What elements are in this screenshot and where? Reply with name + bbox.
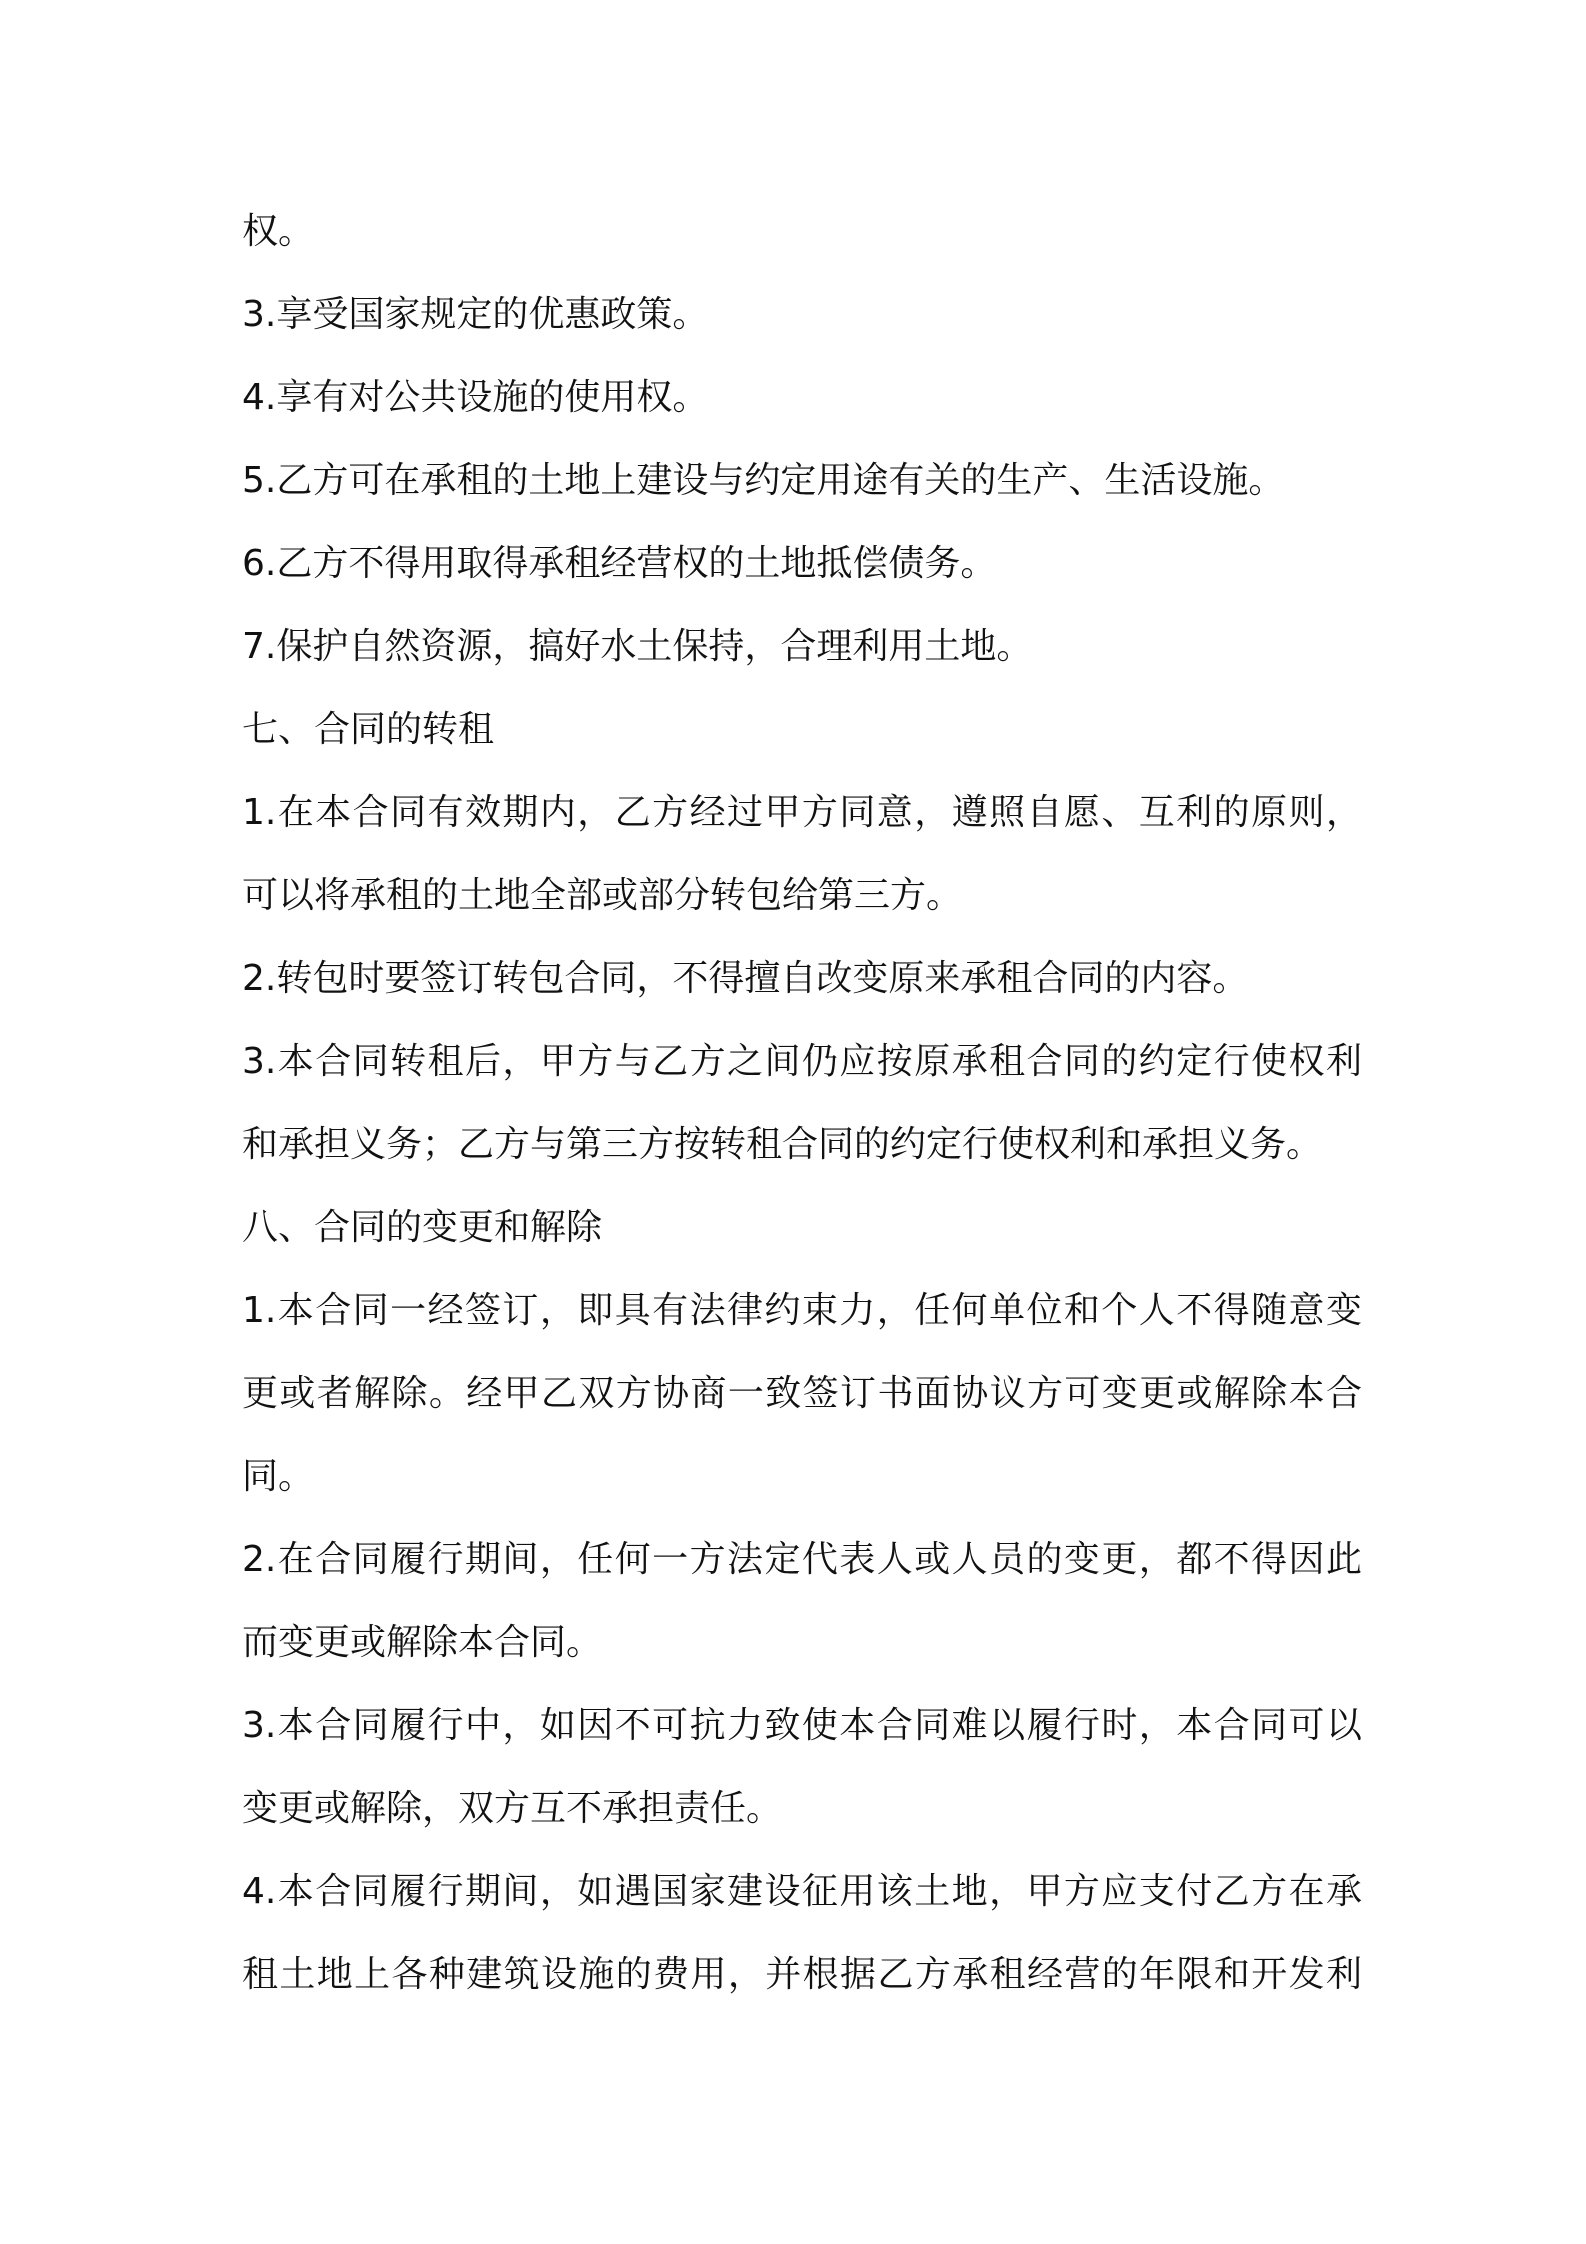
text-line: 1.在本合同有效期内，乙方经过甲方同意，遵照自愿、互利的原则， bbox=[242, 792, 1362, 833]
text-line: 3.享受国家规定的优惠政策。 bbox=[242, 294, 709, 335]
text-line: 1.本合同一经签订，即具有法律约束力，任何单位和个人不得随意变 bbox=[242, 1290, 1362, 1331]
document-body bbox=[242, 190, 1362, 2016]
section-heading: 七、合同的转租 bbox=[242, 709, 495, 750]
text-line: 可以将承租的土地全部或部分转包给第三方。 bbox=[242, 875, 963, 916]
section-heading: 八、合同的变更和解除 bbox=[242, 1207, 603, 1248]
text-line: 5.乙方可在承租的土地上建设与约定用途有关的生产、生活设施。 bbox=[242, 460, 1285, 501]
text-line: 和承担义务；乙方与第三方按转租合同的约定行使权利和承担义务。 bbox=[242, 1124, 1323, 1165]
text-line: 3.本合同转租后，甲方与乙方之间仍应按原承租合同的约定行使权利 bbox=[242, 1041, 1362, 1082]
text-line: 4.本合同履行期间，如遇国家建设征用该土地，甲方应支付乙方在承 bbox=[242, 1871, 1362, 1912]
text-line: 4.享有对公共设施的使用权。 bbox=[242, 377, 709, 418]
text-line: 2.在合同履行期间，任何一方法定代表人或人员的变更，都不得因此 bbox=[242, 1539, 1362, 1580]
text-line: 而变更或解除本合同。 bbox=[242, 1622, 603, 1663]
text-line: 租土地上各种建筑设施的费用，并根据乙方承租经营的年限和开发利 bbox=[242, 1954, 1362, 1995]
text-line: 6.乙方不得用取得承租经营权的土地抵偿债务。 bbox=[242, 543, 997, 584]
text-line: 更或者解除。经甲乙双方协商一致签订书面协议方可变更或解除本合 bbox=[242, 1373, 1362, 1414]
text-line: 2.转包时要签订转包合同，不得擅自改变原来承租合同的内容。 bbox=[242, 958, 1249, 999]
text-line: 3.本合同履行中，如因不可抗力致使本合同难以履行时，本合同可以 bbox=[242, 1705, 1362, 1746]
text-line: 7.保护自然资源，搞好水土保持，合理利用土地。 bbox=[242, 626, 1033, 667]
text-line: 变更或解除，双方互不承担责任。 bbox=[242, 1788, 783, 1829]
text-line: 权。 bbox=[242, 211, 315, 252]
text-line: 同。 bbox=[242, 1456, 315, 1497]
